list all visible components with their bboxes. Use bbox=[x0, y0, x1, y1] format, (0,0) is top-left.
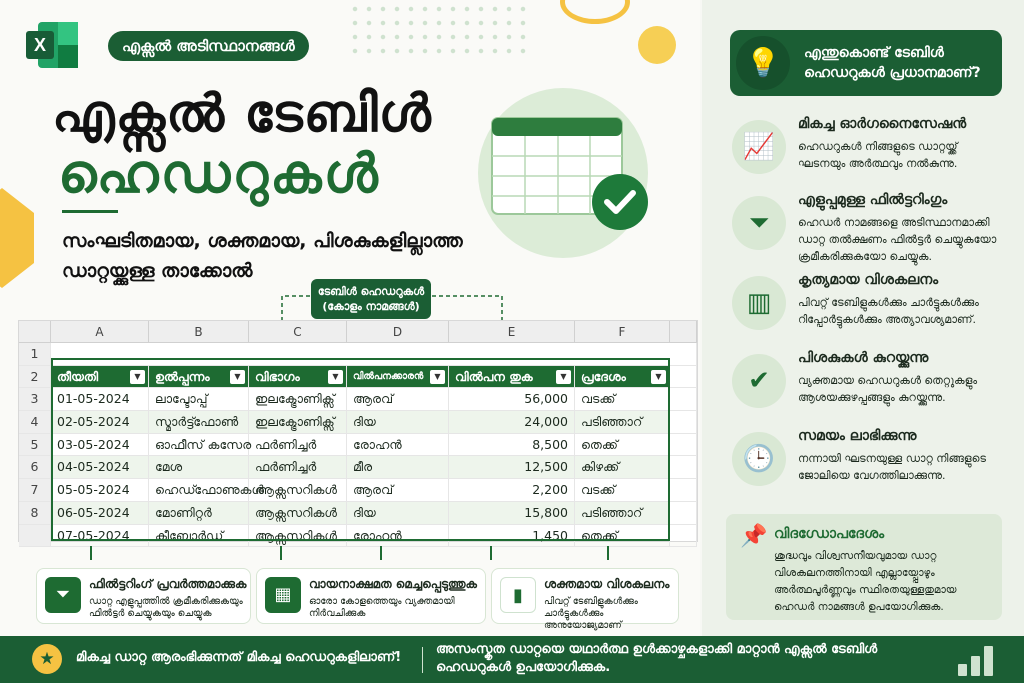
decorative-circle bbox=[638, 26, 676, 64]
table-cell[interactable]: 01-05-2024 bbox=[51, 388, 149, 410]
table-cell[interactable]: ഇലക്ട്രോണിക്സ് bbox=[249, 411, 347, 433]
header-cell[interactable]: വിഭാഗം ▼ bbox=[249, 366, 347, 388]
pointer-arrow bbox=[490, 546, 492, 560]
row-number[interactable] bbox=[19, 525, 51, 547]
star-icon: ★ bbox=[32, 644, 62, 674]
table-star-icon: ▦ bbox=[265, 577, 301, 613]
table-cell[interactable]: മീര bbox=[347, 456, 449, 478]
benefit-body: വ്യക്തമായ ഹെഡറുകൾ തെറ്റുകളും ആശയക്കുഴപ്പങ്ങളും കുറയ്ക്കുന്നു. bbox=[798, 374, 978, 404]
row-number[interactable]: 1 bbox=[19, 343, 51, 365]
page-subtitle: സംഘടിതമായ, ശക്തമായ, പിശകുകളില്ലാത്ത ഡാറ്റയ്ക്കുള്ള താക്കോൽ bbox=[62, 230, 463, 282]
table-cell[interactable]: തെക്ക് bbox=[575, 525, 670, 547]
table-cell[interactable]: 07-05-2024 bbox=[51, 525, 149, 547]
footer-slogan: മികച്ച ഡാറ്റ ആരംഭിക്കുന്നത് മികച്ച ഹെഡറുകളിലാണ്! bbox=[76, 650, 402, 665]
table-cell[interactable]: ആക്സസറികൾ bbox=[249, 479, 347, 501]
footer-bar bbox=[0, 636, 1024, 683]
tip-body: ഡാറ്റ എളുപ്പത്തിൽ ക്രമീകരിക്കുകയും ഫിൽട്ടർ ചെയ്യുകയും ചെയ്യുക bbox=[89, 596, 243, 619]
pointer-arrow bbox=[90, 546, 92, 560]
header-cell[interactable]: വിൽപനക്കാരൻ ▼ bbox=[347, 366, 449, 388]
why-headers-box bbox=[730, 30, 1002, 96]
table-cell[interactable]: പടിഞ്ഞാറ് bbox=[575, 502, 670, 524]
benefit-item bbox=[730, 192, 1010, 262]
svg-text:X: X bbox=[33, 35, 47, 55]
benefit-body: ഹെഡർ നാമങ്ങളെ അടിസ്ഥാനമാക്കി ഡാറ്റ തൽക്ഷണം ഫിൽട്ടർ ചെയ്യുകയോ ക്രമീകരിക്കുകയോ ചെയ്യുക. bbox=[798, 216, 997, 263]
page-title-line1: എക്സൽ ടേബിൾ bbox=[52, 84, 432, 144]
column-header-bar bbox=[19, 321, 697, 343]
expert-tip-card bbox=[726, 514, 1002, 620]
select-all-corner[interactable] bbox=[19, 321, 51, 342]
table-row bbox=[19, 411, 697, 434]
filter-icon: ⏷ bbox=[45, 577, 81, 613]
filter-dropdown-icon[interactable]: ▼ bbox=[430, 370, 445, 384]
table-body bbox=[19, 388, 697, 547]
row-number[interactable]: 7 bbox=[19, 479, 51, 501]
benefit-title: സമയം ലാഭിക്കുന്നു bbox=[798, 428, 917, 444]
table-row bbox=[19, 388, 697, 411]
filter-dropdown-icon[interactable]: ▼ bbox=[130, 370, 145, 384]
topic-badge: എക്സൽ അടിസ്ഥാനങ്ങൾ bbox=[108, 31, 309, 61]
sheet-row bbox=[19, 343, 697, 366]
table-cell[interactable]: 15,800 bbox=[449, 502, 575, 524]
tip-card-readability bbox=[256, 568, 486, 624]
benefit-item bbox=[730, 272, 1010, 342]
table-cell[interactable]: 02-05-2024 bbox=[51, 411, 149, 433]
expert-tip-title: വിദഗ്ധോപദേശം bbox=[774, 526, 885, 542]
expert-tip-body: ശുദ്ധവും വിശ്വസനീയവുമായ ഡാറ്റ വിശകലനത്തിനായി എല്ലായ്പ്പോഴും അർത്ഥപൂർണ്ണവും സ്ഥിരതയുള്ളതുമായ ഹെഡർ നാമങ്ങൾ ഉപയോഗിക്കുക. bbox=[774, 550, 957, 613]
table-cell[interactable]: ഇലക്ട്രോണിക്സ് bbox=[249, 388, 347, 410]
column-letter[interactable]: F bbox=[575, 321, 670, 342]
table-cell[interactable]: 03-05-2024 bbox=[51, 434, 149, 456]
table-cell[interactable]: ആക്സസറികൾ bbox=[249, 525, 347, 547]
lightbulb-icon: 💡 bbox=[736, 36, 790, 90]
table-cell[interactable]: ആരവ് bbox=[347, 388, 449, 410]
footer-message: അസംസ്കൃത ഡാറ്റയെ യഥാർത്ഥ ഉൾക്കാഴ്ചകളാക്കി മാറ്റാൻ എക്സൽ ടേബിൾ ഹെഡറുകൾ ഉപയോഗിക്കുക. bbox=[436, 642, 878, 675]
table-cell[interactable]: രോഹൻ bbox=[347, 434, 449, 456]
table-cell[interactable]: വടക്ക് bbox=[575, 388, 670, 410]
table-check-icon bbox=[490, 112, 650, 242]
callout-line2: (കോളം നാമങ്ങൾ) bbox=[322, 300, 420, 313]
bar-chart-icon: ▮ bbox=[500, 577, 536, 613]
pointer-arrow bbox=[280, 546, 282, 560]
benefit-body: നന്നായി ഘടനയുള്ള ഡാറ്റ നിങ്ങളുടെ ജോലിയെ വേഗത്തിലാക്കുന്നു. bbox=[798, 452, 986, 482]
filter-dropdown-icon[interactable]: ▼ bbox=[328, 370, 343, 384]
table-row bbox=[19, 456, 697, 479]
table-cell[interactable]: ഓഫീസ് കസേര bbox=[149, 434, 249, 456]
tip-title: ശക്തമായ വിശകലനം bbox=[544, 577, 670, 591]
table-header-row bbox=[19, 366, 697, 389]
benefit-item bbox=[730, 116, 1010, 186]
why-headers-title: എന്തുകൊണ്ട് ടേബിൾ ഹെഡറുകൾ പ്രധാനമാണ്? bbox=[804, 45, 981, 81]
pointer-arrow bbox=[607, 546, 609, 560]
filter-dropdown-icon[interactable]: ▼ bbox=[556, 370, 571, 384]
column-letter[interactable]: E bbox=[449, 321, 575, 342]
excel-logo-icon bbox=[24, 20, 80, 70]
benefit-item bbox=[730, 428, 1010, 498]
table-cell[interactable]: ഫർണിച്ചർ bbox=[249, 456, 347, 478]
tip-body: പിവറ്റ് ടേബിളുകൾക്കും ചാർട്ടുകൾക്കും അനുയോജ്യമാണ് bbox=[544, 596, 638, 631]
table-cell[interactable]: ദിയ bbox=[347, 502, 449, 524]
header-cell[interactable]: വിൽപന തുക ▼ bbox=[449, 366, 575, 388]
header-cell[interactable]: തീയതി ▼ bbox=[51, 366, 149, 388]
benefit-title: കൃത്യമായ വിശകലനം bbox=[798, 272, 939, 288]
table-cell[interactable]: ലാപ്ടോപ്പ് bbox=[149, 388, 249, 410]
filter-dropdown-icon[interactable]: ▼ bbox=[651, 370, 666, 384]
tip-title: വായനാക്ഷമത മെച്ചപ്പെടുത്തുക bbox=[309, 577, 478, 591]
column-letter[interactable]: B bbox=[149, 321, 249, 342]
filter-dropdown-icon[interactable]: ▼ bbox=[230, 370, 245, 384]
pin-icon: 📌 bbox=[740, 524, 768, 549]
table-row bbox=[19, 479, 697, 502]
table-cell[interactable]: ഹെഡ്ഫോണുകൾ bbox=[149, 479, 249, 501]
growth-chart-icon: 📈 bbox=[732, 120, 786, 174]
table-cell[interactable]: സ്മാർട്ട്ഫോൺ bbox=[149, 411, 249, 433]
pivot-icon: ▥ bbox=[732, 276, 786, 330]
table-cell[interactable]: 05-05-2024 bbox=[51, 479, 149, 501]
table-cell[interactable]: രോഹൻ bbox=[347, 525, 449, 547]
row-number[interactable]: 8 bbox=[19, 502, 51, 524]
benefit-title: എളുപ്പമുള്ള ഫിൽട്ടറിംഗും bbox=[798, 192, 948, 208]
tip-card-analysis bbox=[491, 568, 679, 631]
table-cell[interactable]: ആരവ് bbox=[347, 479, 449, 501]
column-letter[interactable]: A bbox=[51, 321, 149, 342]
benefit-item bbox=[730, 350, 1010, 420]
table-cell[interactable]: 56,000 bbox=[449, 388, 575, 410]
table-row bbox=[19, 525, 697, 548]
table-cell[interactable]: വടക്ക് bbox=[575, 479, 670, 501]
table-cell[interactable]: ദിയ bbox=[347, 411, 449, 433]
table-cell[interactable]: 04-05-2024 bbox=[51, 456, 149, 478]
row-number[interactable]: 6 bbox=[19, 456, 51, 478]
table-cell[interactable]: കിഴക്ക് bbox=[575, 456, 670, 478]
footer-divider bbox=[422, 647, 423, 673]
check-circle-icon: ✔ bbox=[732, 354, 786, 408]
benefit-title: പിശകുകൾ കുറയ്ക്കുന്നു bbox=[798, 350, 929, 366]
decorative-dots bbox=[348, 2, 528, 60]
table-cell[interactable]: 2,200 bbox=[449, 479, 575, 501]
table-cell[interactable]: 1,450 bbox=[449, 525, 575, 547]
table-cell[interactable]: 12,500 bbox=[449, 456, 575, 478]
table-cell[interactable]: ആക്സസറികൾ bbox=[249, 502, 347, 524]
column-letter[interactable]: D bbox=[347, 321, 449, 342]
table-cell[interactable]: ഫർണിച്ചർ bbox=[249, 434, 347, 456]
table-cell[interactable]: തെക്ക് bbox=[575, 434, 670, 456]
title-underline bbox=[62, 210, 118, 213]
row-number[interactable]: 2 bbox=[19, 366, 51, 388]
header-cell[interactable]: പ്രദേശം ▼ bbox=[575, 366, 670, 388]
row-number[interactable]: 3 bbox=[19, 388, 51, 410]
row-number[interactable]: 4 bbox=[19, 411, 51, 433]
table-cell[interactable]: 06-05-2024 bbox=[51, 502, 149, 524]
tip-card-filtering bbox=[36, 568, 251, 624]
table-row bbox=[19, 434, 697, 457]
pointer-arrow bbox=[380, 546, 382, 560]
tip-title: ഫിൽട്ടറിംഗ് പ്രവർത്തമാക്കുക bbox=[89, 577, 247, 591]
table-cell[interactable]: 8,500 bbox=[449, 434, 575, 456]
column-letter[interactable]: C bbox=[249, 321, 347, 342]
benefit-title: മികച്ച ഓർഗനൈസേഷൻ bbox=[798, 116, 967, 132]
table-cell[interactable]: മേശ bbox=[149, 456, 249, 478]
table-cell[interactable]: കീബോർഡ് bbox=[149, 525, 249, 547]
table-cell[interactable]: മോണിറ്റർ bbox=[149, 502, 249, 524]
header-cell[interactable]: ഉൽപ്പന്നം ▼ bbox=[149, 366, 249, 388]
table-cell[interactable]: പടിഞ്ഞാറ് bbox=[575, 411, 670, 433]
spreadsheet[interactable] bbox=[18, 320, 698, 542]
callout-line1: ടേബിൾ ഹെഡറുകൾ bbox=[317, 285, 425, 298]
funnel-icon: ⏷ bbox=[732, 196, 786, 250]
tip-body: ഓരോ കോളത്തെയും വ്യക്തമായി നിർവചിക്കുക bbox=[309, 596, 455, 619]
benefit-body: ഹെഡറുകൾ നിങ്ങളുടെ ഡാറ്റയ്ക്ക് ഘടനയും അർത്ഥവും നൽകുന്നു. bbox=[798, 140, 958, 170]
clock-icon: 🕒 bbox=[732, 432, 786, 486]
row-number[interactable]: 5 bbox=[19, 434, 51, 456]
table-cell[interactable]: 24,000 bbox=[449, 411, 575, 433]
page-title-line2: ഹെഡറുകൾ bbox=[58, 142, 380, 205]
table-row bbox=[19, 502, 697, 525]
bar-chart-icon bbox=[958, 644, 998, 676]
benefit-body: പിവറ്റ് ടേബിളുകൾക്കും ചാർട്ടുകൾക്കും റിപ്പോർട്ടുകൾക്കും അത്യാവശ്യമാണ്. bbox=[798, 296, 979, 326]
